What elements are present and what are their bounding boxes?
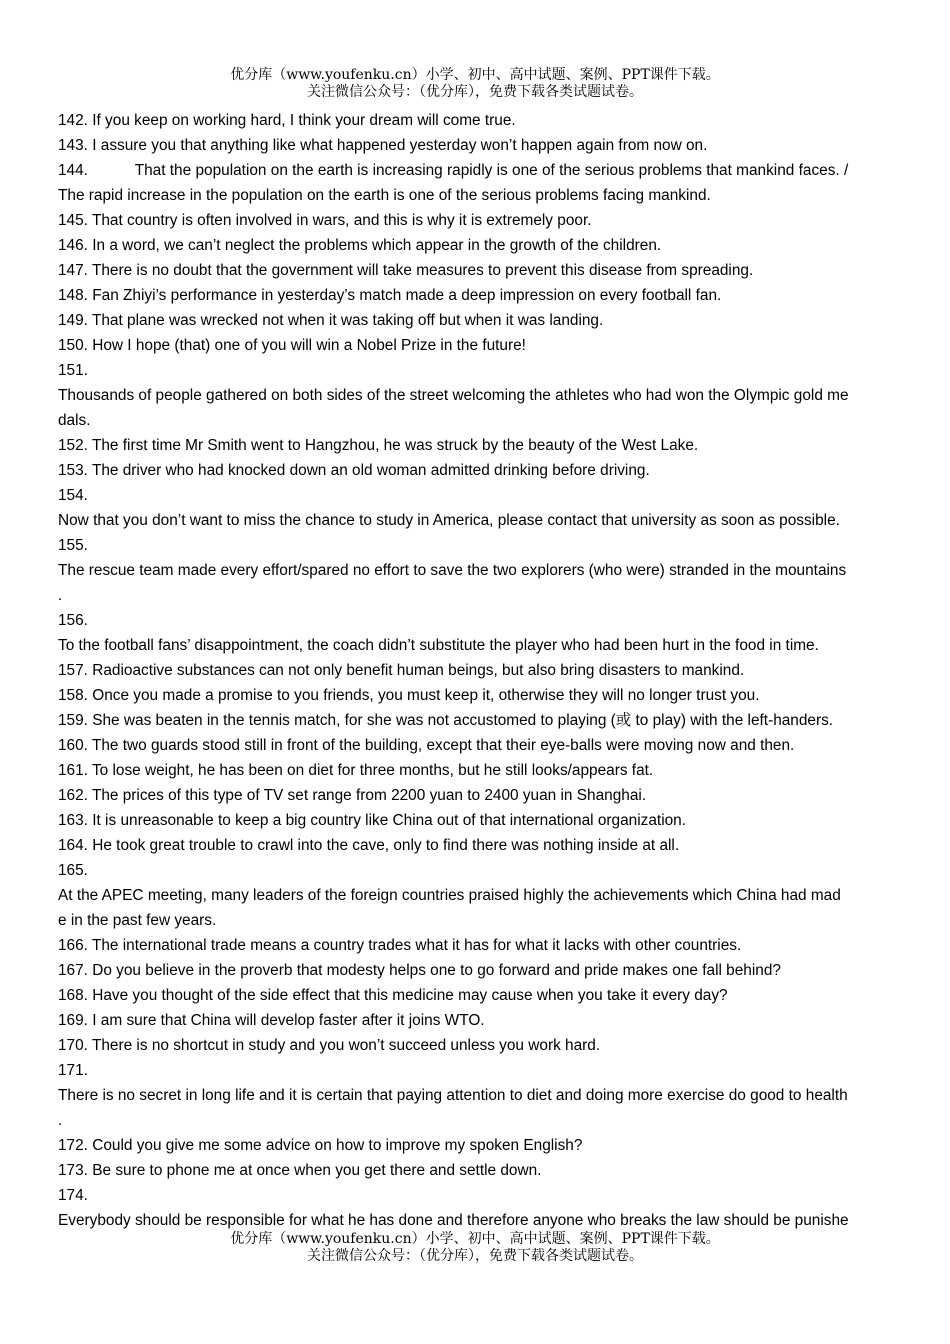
text-line: 152. The first time Mr Smith went to Hangzhou, he was struck by the beauty of the West Lake. <box>58 437 699 454</box>
text-line: 143. I assure you that anything like what happened yesterday won’t happen again from now on. <box>58 137 708 154</box>
text-line: 156. <box>58 612 88 629</box>
text-line: 172. Could you give me some advice on how to improve my spoken English? <box>58 1137 583 1154</box>
text-line: 148. Fan Zhiyi’s performance in yesterday’s match made a deep impression on every football fan. <box>58 287 722 304</box>
page-footer <box>0 1231 950 1265</box>
text-line: 149. That plane was wrecked not when it was taking off but when it was landing. <box>58 312 604 329</box>
text-line: dals. <box>58 412 91 429</box>
text-line: . <box>58 587 63 604</box>
text-line: To the football fans’ disappointment, the coach didn’t substitute the player who had been hurt in the food in time. <box>58 637 819 654</box>
text-line: . <box>58 1112 63 1129</box>
text-line: 147. There is no doubt that the government will take measures to prevent this disease from spreading. <box>58 262 754 279</box>
header-line-2: 关注微信公众号：（优分库），免费下载各类试题试卷。 <box>307 84 643 100</box>
footer-line-1: 优分库（www.youfenku.cn）小学、初中、高中试题、案例、PPT课件下载。 <box>230 1231 720 1247</box>
text-line: 146. In a word, we can’t neglect the problems which appear in the growth of the children. <box>58 237 662 254</box>
text-line: At the APEC meeting, many leaders of the foreign countries praised highly the achievements which China had mad <box>58 887 841 904</box>
header-line-1: 优分库（www.youfenku.cn）小学、初中、高中试题、案例、PPT课件下载。 <box>230 67 720 83</box>
text-line: 166. The international trade means a country trades what it has for what it lacks with other countries. <box>58 937 742 954</box>
text-line: 145. That country is often involved in wars, and this is why it is extremely poor. <box>58 212 592 229</box>
text-line: 170. There is no shortcut in study and you won’t succeed unless you work hard. <box>58 1037 601 1054</box>
text-line: 142. If you keep on working hard, I think your dream will come true. <box>58 112 516 129</box>
text-line: 153. The driver who had knocked down an old woman admitted drinking before driving. <box>58 462 650 479</box>
text-line: 157. Radioactive substances can not only benefit human beings, but also bring disasters to mankind. <box>58 662 745 679</box>
page-header <box>0 67 950 101</box>
text-line: 162. The prices of this type of TV set range from 2200 yuan to 2400 yuan in Shanghai. <box>58 787 647 804</box>
text-line: 167. Do you believe in the proverb that modesty helps one to go forward and pride makes one fall behind? <box>58 962 781 979</box>
text-line: The rescue team made every effort/spared no effort to save the two explorers (who were) stranded in the mountains <box>58 562 847 579</box>
text-line: 159. She was beaten in the tennis match, for she was not accustomed to playing (或 to play) with the left-handers. <box>58 712 834 729</box>
answer-list <box>58 108 920 1233</box>
text-line: 174. <box>58 1187 88 1204</box>
text-line: 154. <box>58 487 88 504</box>
text-line: 151. <box>58 362 88 379</box>
text-line: Everybody should be responsible for what he has done and therefore anyone who breaks the law should be punishe <box>58 1212 849 1229</box>
text-line: 144. That the population on the earth is increasing rapidly is one of the serious problems that mankind faces. / <box>58 162 849 179</box>
text-line: There is no secret in long life and it is certain that paying attention to diet and doing more exercise do good to health <box>58 1087 848 1104</box>
text-line: 165. <box>58 862 88 879</box>
text-line: e in the past few years. <box>58 912 217 929</box>
text-line: 150. How I hope (that) one of you will win a Nobel Prize in the future! <box>58 337 526 354</box>
text-line: 163. It is unreasonable to keep a big country like China out of that international organization. <box>58 812 687 829</box>
text-line: 164. He took great trouble to crawl into the cave, only to find there was nothing inside at all. <box>58 837 680 854</box>
text-line: Thousands of people gathered on both sides of the street welcoming the athletes who had won the Olympic gold me <box>58 387 849 404</box>
text-line: 173. Be sure to phone me at once when you get there and settle down. <box>58 1162 542 1179</box>
text-line: 160. The two guards stood still in front of the building, except that their eye-balls were moving now and then. <box>58 737 795 754</box>
text-line: 168. Have you thought of the side effect that this medicine may cause when you take it every day? <box>58 987 728 1004</box>
text-line: The rapid increase in the population on the earth is one of the serious problems facing mankind. <box>58 187 711 204</box>
text-line: 155. <box>58 537 88 554</box>
text-line: 158. Once you made a promise to you friends, you must keep it, otherwise they will no longer trust you. <box>58 687 760 704</box>
text-line: 171. <box>58 1062 88 1079</box>
text-line: 169. I am sure that China will develop faster after it joins WTO. <box>58 1012 485 1029</box>
text-line: Now that you don’t want to miss the chance to study in America, please contact that university as soon as possible. <box>58 512 840 529</box>
footer-line-2: 关注微信公众号：（优分库），免费下载各类试题试卷。 <box>307 1248 643 1264</box>
text-line: 161. To lose weight, he has been on diet for three months, but he still looks/appears fat. <box>58 762 654 779</box>
